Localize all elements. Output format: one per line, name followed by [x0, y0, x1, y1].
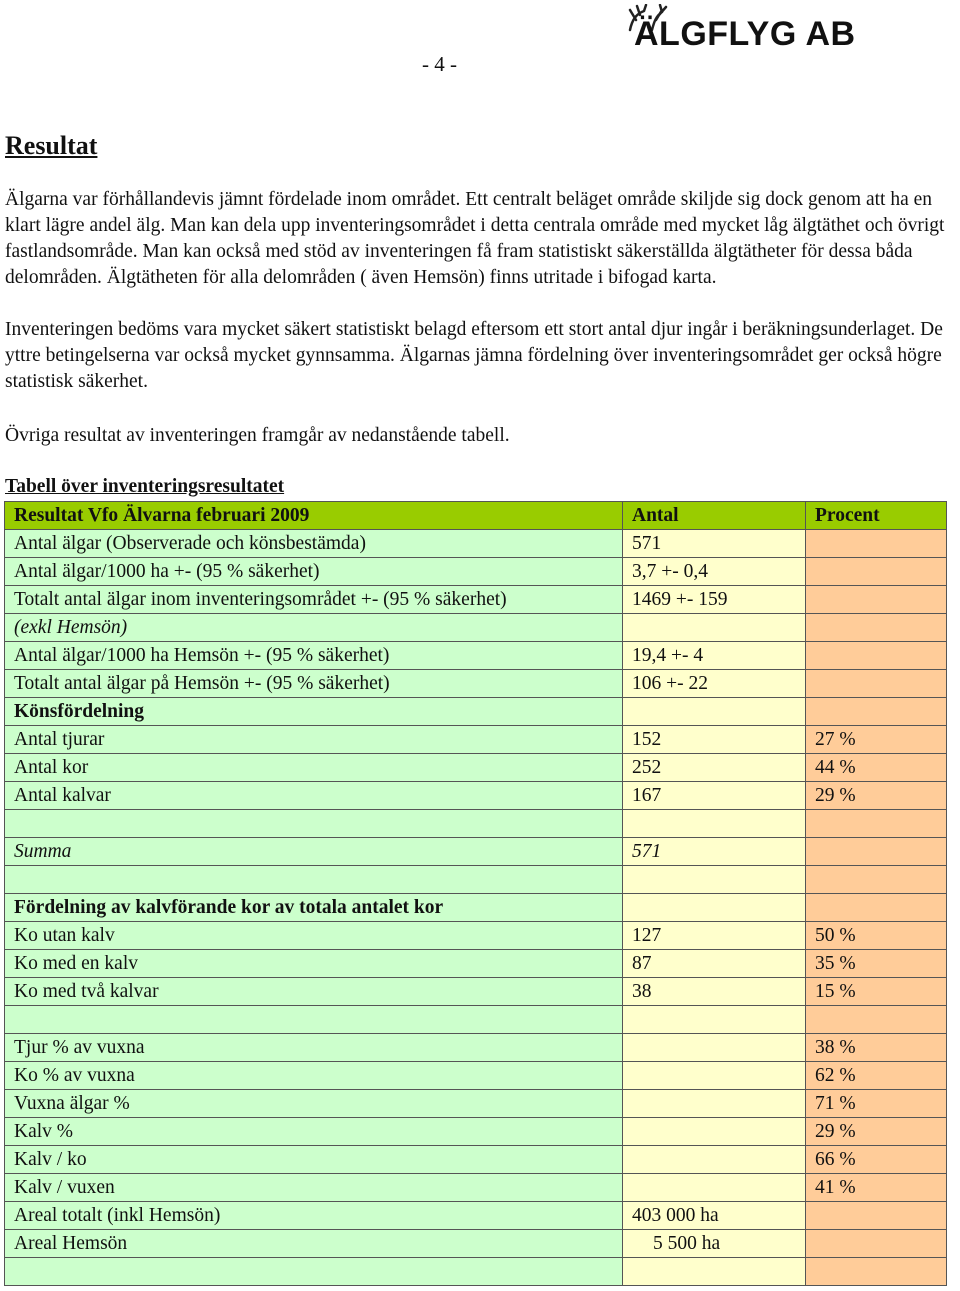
table-row — [5, 530, 947, 558]
row-antal — [623, 1034, 806, 1062]
row-antal: 571 — [623, 530, 806, 558]
row-antal — [623, 1174, 806, 1202]
row-antal — [623, 1146, 806, 1174]
row-antal — [623, 810, 806, 838]
row-procent: 29 % — [806, 1118, 947, 1146]
row-procent: 50 % — [806, 922, 947, 950]
row-antal: 152 — [623, 726, 806, 754]
results-table — [4, 501, 947, 1286]
row-antal — [623, 866, 806, 894]
row-procent: 44 % — [806, 754, 947, 782]
table-caption: Tabell över inventeringsresultatet — [5, 476, 285, 497]
table-header-row — [5, 502, 947, 530]
row-label: Kalv / ko — [5, 1146, 623, 1174]
company-logo — [622, 4, 922, 54]
row-antal — [623, 894, 806, 922]
row-antal — [623, 1258, 806, 1286]
table-row-empty — [5, 810, 947, 838]
table-row — [5, 1034, 947, 1062]
row-label: Areal Hemsön — [5, 1230, 623, 1258]
row-label: Totalt antal älgar inom inventeringsområdet +- (95 % säkerhet) — [5, 586, 623, 614]
row-label: Fördelning av kalvförande kor av totala antalet kor — [5, 894, 623, 922]
row-label — [5, 1006, 623, 1034]
table-row — [5, 586, 947, 614]
table-row — [5, 1146, 947, 1174]
logo-text: ÄLGFLYG AB — [634, 15, 856, 53]
row-label: Kalv / vuxen — [5, 1174, 623, 1202]
row-procent — [806, 1258, 947, 1286]
row-label: Ko med en kalv — [5, 950, 623, 978]
row-procent — [806, 586, 947, 614]
table-row — [5, 1118, 947, 1146]
row-procent — [806, 698, 947, 726]
row-antal: 127 — [623, 922, 806, 950]
row-procent — [806, 866, 947, 894]
paragraph-table-intro: Övriga resultat av inventeringen framgår av nedanstående tabell. — [5, 425, 510, 446]
table-row — [5, 642, 947, 670]
row-antal — [623, 1062, 806, 1090]
row-label — [5, 1258, 623, 1286]
table-row — [5, 1202, 947, 1230]
row-antal: 252 — [623, 754, 806, 782]
header-cell-procent: Procent — [806, 502, 947, 530]
table-row — [5, 726, 947, 754]
table-row-empty — [5, 1258, 947, 1286]
row-label: Ko utan kalv — [5, 922, 623, 950]
row-antal: 38 — [623, 978, 806, 1006]
row-procent — [806, 810, 947, 838]
row-antal: 167 — [623, 782, 806, 810]
row-antal: 1469 +- 159 — [623, 586, 806, 614]
paragraph-distribution: Älgarna var förhållandevis jämnt fördelade inom området. Ett centralt beläget område skiljde sig dock genom att ha en klart lägre andel älg. Man kan dela upp inventeringsområdet i detta centrala område med mycket låg älgtäthet och övrigt fastlandsområde. Man kan också med stöd av inventeringen få fram statistiskt säkerställda älgtätheter för dessa båda delområden. Älgtätheten för alla delområden ( även Hemsön) finns utritade i bifogad karta. — [5, 189, 945, 288]
row-antal — [623, 698, 806, 726]
row-antal: 19,4 +- 4 — [623, 642, 806, 670]
row-procent — [806, 894, 947, 922]
row-procent: 66 % — [806, 1146, 947, 1174]
row-label: Summa — [5, 838, 623, 866]
row-label: Antal älgar/1000 ha +- (95 % säkerhet) — [5, 558, 623, 586]
row-label: Antal älgar/1000 ha Hemsön +- (95 % säkerhet) — [5, 642, 623, 670]
section-heading: Resultat — [5, 131, 98, 160]
row-antal: 5 500 ha — [623, 1230, 806, 1258]
row-antal: 403 000 ha — [623, 1202, 806, 1230]
table-row — [5, 698, 947, 726]
row-procent: 15 % — [806, 978, 947, 1006]
row-procent: 35 % — [806, 950, 947, 978]
row-label: Totalt antal älgar på Hemsön +- (95 % säkerhet) — [5, 670, 623, 698]
row-label — [5, 810, 623, 838]
row-procent: 62 % — [806, 1062, 947, 1090]
table-row — [5, 1062, 947, 1090]
table-row — [5, 670, 947, 698]
row-label: Könsfördelning — [5, 698, 623, 726]
table-row — [5, 754, 947, 782]
row-label: Vuxna älgar % — [5, 1090, 623, 1118]
table-row-empty — [5, 866, 947, 894]
table-row — [5, 614, 947, 642]
row-antal — [623, 1118, 806, 1146]
row-label: Antal tjurar — [5, 726, 623, 754]
row-procent: 27 % — [806, 726, 947, 754]
row-label: Kalv % — [5, 1118, 623, 1146]
table-row — [5, 950, 947, 978]
row-antal: 106 +- 22 — [623, 670, 806, 698]
row-procent — [806, 670, 947, 698]
row-label: Ko % av vuxna — [5, 1062, 623, 1090]
row-antal: 571 — [623, 838, 806, 866]
row-label: Ko med två kalvar — [5, 978, 623, 1006]
row-antal — [623, 614, 806, 642]
row-label: Tjur % av vuxna — [5, 1034, 623, 1062]
table-row — [5, 1174, 947, 1202]
row-label: Antal kor — [5, 754, 623, 782]
table-row — [5, 838, 947, 866]
row-label: (exkl Hemsön) — [5, 614, 623, 642]
page-number: - 4 - — [422, 52, 457, 76]
table-row — [5, 782, 947, 810]
header-cell-antal: Antal — [623, 502, 806, 530]
row-label: Antal älgar (Observerade och könsbestämda) — [5, 530, 623, 558]
row-procent — [806, 642, 947, 670]
header-cell-title: Resultat Vfo Älvarna februari 2009 — [5, 502, 623, 530]
table-row — [5, 1230, 947, 1258]
row-antal — [623, 1090, 806, 1118]
row-procent: 29 % — [806, 782, 947, 810]
table-row — [5, 922, 947, 950]
row-procent: 41 % — [806, 1174, 947, 1202]
table-row — [5, 558, 947, 586]
row-antal — [623, 1006, 806, 1034]
table-row — [5, 1090, 947, 1118]
row-label: Antal kalvar — [5, 782, 623, 810]
row-label: Areal totalt (inkl Hemsön) — [5, 1202, 623, 1230]
row-label — [5, 866, 623, 894]
table-row-empty — [5, 1006, 947, 1034]
row-procent — [806, 1006, 947, 1034]
paragraph-statistics: Inventeringen bedöms vara mycket säkert statistiskt belagd eftersom ett stort antal djur ingår i beräkningsunderlaget. De yttre betingelserna var också mycket gynnsamma. Älgarnas jämna fördelning över inventeringsområdet ger också högre statistisk säkerhet. — [5, 319, 943, 392]
row-procent: 71 % — [806, 1090, 947, 1118]
table-row — [5, 978, 947, 1006]
row-procent — [806, 614, 947, 642]
row-procent — [806, 1230, 947, 1258]
row-procent — [806, 838, 947, 866]
row-procent — [806, 530, 947, 558]
row-procent: 38 % — [806, 1034, 947, 1062]
row-procent — [806, 1202, 947, 1230]
row-antal: 87 — [623, 950, 806, 978]
table-row — [5, 894, 947, 922]
row-procent — [806, 558, 947, 586]
row-antal: 3,7 +- 0,4 — [623, 558, 806, 586]
